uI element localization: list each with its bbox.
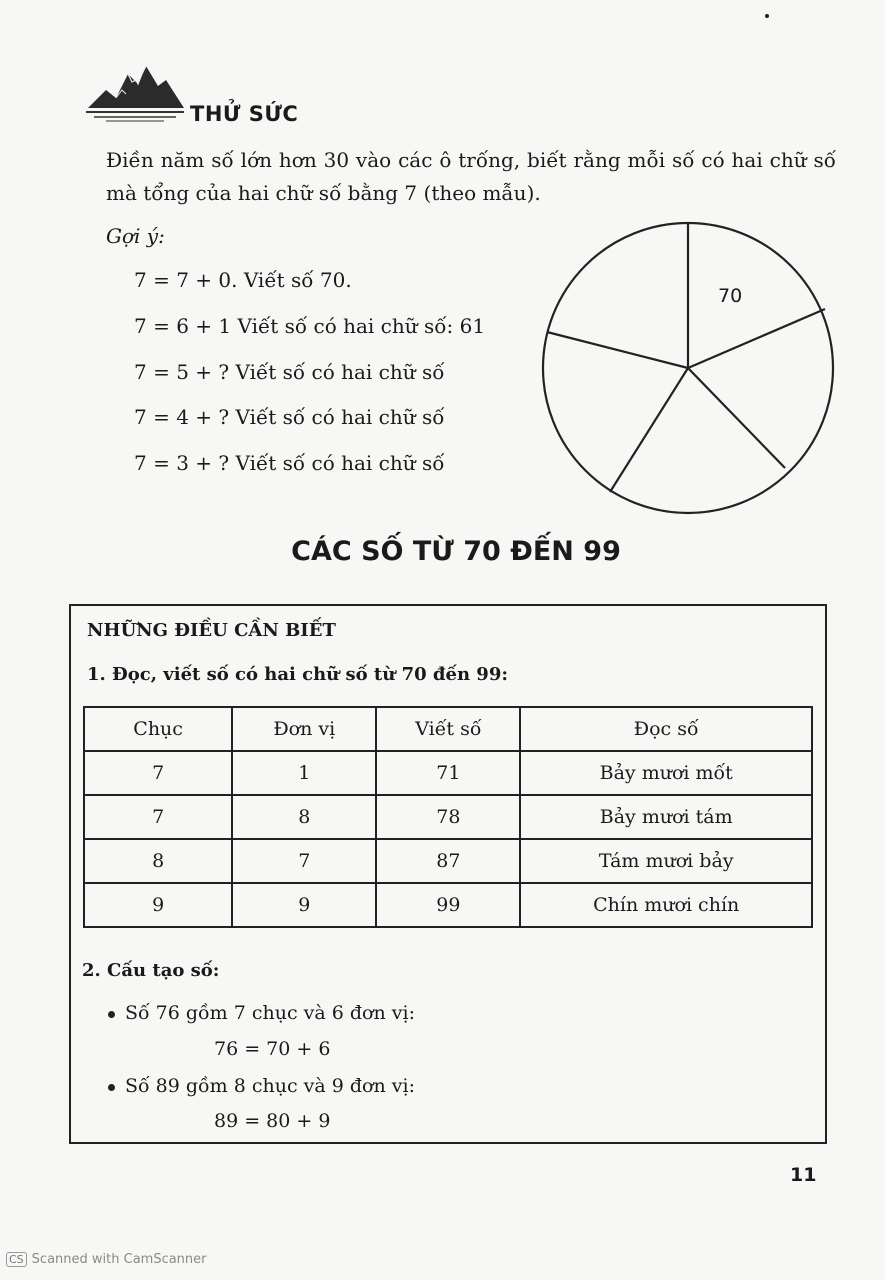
circle-divider [547, 332, 688, 368]
lesson-title: CÁC SỐ TỪ 70 ĐẾN 99 [291, 536, 621, 567]
structure-item-text: Số 89 gồm 8 chục và 9 đơn vị: [125, 1075, 415, 1097]
table-cell: 8 [84, 839, 232, 883]
scanner-watermark [6, 1252, 207, 1267]
hint-line: 7 = 5 + ? Viết số có hai chữ số [134, 360, 445, 384]
mountain-icon [86, 60, 186, 122]
table-cell: 8 [232, 795, 376, 839]
table-row [84, 839, 812, 883]
bullet-icon [108, 1011, 115, 1018]
part2-title: 2. Cấu tạo số: [82, 960, 220, 981]
table-header: Đơn vị [232, 707, 376, 751]
circle-divider [610, 368, 688, 492]
table-cell: 71 [376, 751, 520, 795]
hint-line: 7 = 6 + 1 Viết số có hai chữ số: 61 [134, 314, 486, 338]
structure-equation: 89 = 80 + 9 [214, 1110, 331, 1132]
table-header: Chục [84, 707, 232, 751]
table-cell: 87 [376, 839, 520, 883]
table-row [84, 795, 812, 839]
table-cell: Chín mươi chín [520, 883, 812, 927]
table-cell: 7 [84, 795, 232, 839]
number-circle-diagram [538, 218, 838, 518]
table-cell: 9 [232, 883, 376, 927]
table-row [84, 883, 812, 927]
circle-label-70: 70 [718, 285, 743, 307]
exercise-instruction: Điền năm số lớn hơn 30 vào các ô trống, biết rằng mỗi số có hai chữ số mà tổng của hai chữ số bằng 7 (theo mẫu). [106, 148, 836, 205]
hint-line: 7 = 4 + ? Viết số có hai chữ số [134, 405, 445, 429]
table-cell: 99 [376, 883, 520, 927]
table-header: Đọc số [520, 707, 812, 751]
structure-equation: 76 = 70 + 6 [214, 1038, 331, 1060]
structure-item-text: Số 76 gồm 7 chục và 6 đơn vị: [125, 1002, 415, 1024]
structure-item [108, 1075, 415, 1097]
table-cell: Bảy mươi tám [520, 795, 812, 839]
watermark-text: Scanned with CamScanner [31, 1252, 207, 1267]
table-cell: 1 [232, 751, 376, 795]
section-heading: THỬ SỨC [190, 102, 299, 126]
table-header-row [84, 707, 812, 751]
part1-title: 1. Đọc, viết số có hai chữ số từ 70 đến 99: [87, 664, 508, 685]
table-row [84, 751, 812, 795]
table-cell: 78 [376, 795, 520, 839]
hint-line: 7 = 3 + ? Viết số có hai chữ số [134, 451, 445, 475]
circle-divider [688, 368, 785, 468]
circle-divider [688, 309, 825, 368]
page-number: 11 [790, 1164, 817, 1186]
table-cell: 9 [84, 883, 232, 927]
table-cell: Bảy mươi mốt [520, 751, 812, 795]
table-cell: 7 [84, 751, 232, 795]
hint-title: Gợi ý: [106, 224, 165, 248]
hint-line: 7 = 7 + 0. Viết số 70. [134, 268, 352, 292]
table-header: Viết số [376, 707, 520, 751]
camscanner-icon: CS [6, 1252, 27, 1267]
table-cell: 7 [232, 839, 376, 883]
number-table [83, 706, 813, 928]
bullet-icon [108, 1084, 115, 1091]
stray-dot [765, 14, 769, 18]
knowledge-box-heading: NHỮNG ĐIỀU CẦN BIẾT [87, 620, 336, 641]
structure-item [108, 1002, 415, 1024]
table-cell: Tám mươi bảy [520, 839, 812, 883]
